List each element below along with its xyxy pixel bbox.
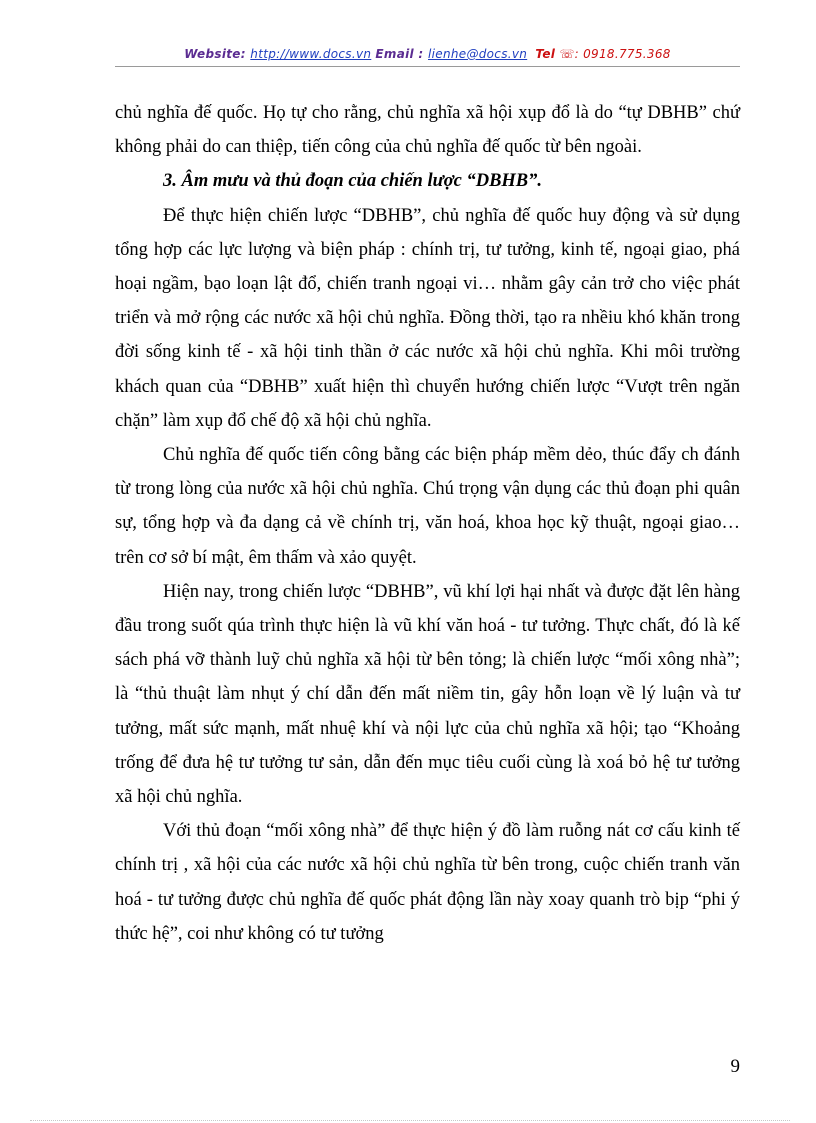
website-separator: : <box>240 47 251 61</box>
paragraph-1: chủ nghĩa đế quốc. Họ tự cho rằng, chủ nghĩa xã hội xụp đổ là do “tự DBHB” chứ không phải do can thiệp, tiến công của chủ nghĩa đế quốc từ bên ngoài. <box>115 103 740 158</box>
website-link[interactable]: http://www.docs.vn <box>250 47 372 61</box>
paragraph-4: Hiện nay, trong chiến lược “DBHB”, vũ khí lợi hại nhất và được đặt lên hàng đầu trong suốt qúa trình thực hiện là vũ khí văn hoá - tư tưởng. Thực chất, đó là kế sách phá vỡ thành luỹ chủ nghĩa xã hội từ bên tỏng; là chiến lược “mối xông nhà”; là “thủ thuật làm nhụt ý chí dẫn đến mất niềm tin, gây hỗn loạn về lý luận và tư tưởng, mất sức mạnh, mất nhuệ khí và nội lực của chủ nghĩa xã hội; tạo “Khoảng trống để đưa hệ tư tưởng tư sản, dẫn đến mục tiêu cuối cùng là xoá bỏ hệ tư tưởng xã hội chủ nghĩa. <box>115 581 740 808</box>
footer-divider <box>30 1120 790 1121</box>
tel-value: : 0918.775.368 <box>574 47 671 61</box>
telephone-icon: ☏ <box>559 47 575 61</box>
document-body <box>115 96 740 951</box>
email-label: Email <box>375 47 414 61</box>
email-link[interactable]: lienhe@docs.vn <box>428 47 528 61</box>
tel-label: Tel <box>535 47 556 61</box>
section-heading: 3. Âm mưu và thủ đoạn của chiến lược “DBHB”. <box>163 171 543 192</box>
paragraph-3: Chủ nghĩa đế quốc tiến công bằng các biện pháp mềm dẻo, thúc đẩy ch đánh từ trong lòng của nước xã hội chủ nghĩa. Chú trọng vận dụng các thủ đoạn phi quân sự, tổng hợp và đa dạng cả về chính trị, văn hoá, khoa học kỹ thuật, ngoại giao… trên cơ sở bí mật, êm thấm và xảo quyệt. <box>115 445 740 568</box>
paragraph-5: Với thủ đoạn “mối xông nhà” để thực hiện ý đồ làm ruỗng nát cơ cấu kinh tế chính trị , xã hội của các nước xã hội chủ nghĩa từ bên trong, cuộc chiến tranh văn hoá - tư tưởng được chủ nghĩa đế quốc phát động lần này xoay quanh trò bịp “phi ý thức hệ”, coi như không có tư tưởng <box>115 821 740 944</box>
email-separator: : <box>413 47 428 61</box>
paragraph-2: Để thực hiện chiến lược “DBHB”, chủ nghĩa đế quốc huy động và sử dụng tổng hợp các lực lượng và biện pháp : chính trị, tư tưởng, kinh tế, ngoại giao, phá hoại ngầm, bạo loạn lật đổ, chiến tranh ngoại vi… nhằm gây cản trở cho việc phát triển và mở rộng các nước xã hội chủ nghĩa. Đồng thời, tạo ra nhềiu khó khăn trong đời sống kinh tế - xã hội tinh thần ở các nước xã hội chủ nghĩa. Khi môi trường khách quan của “DBHB” xuất hiện thì chuyển hướng chiến lược “Vượt trên ngăn chặn” làm xụp đổ chế độ xã hội chủ nghĩa. <box>115 205 740 431</box>
header-divider <box>115 66 740 67</box>
website-label: Website <box>184 47 241 61</box>
page-number: 9 <box>730 1056 740 1077</box>
page-header <box>115 47 740 61</box>
